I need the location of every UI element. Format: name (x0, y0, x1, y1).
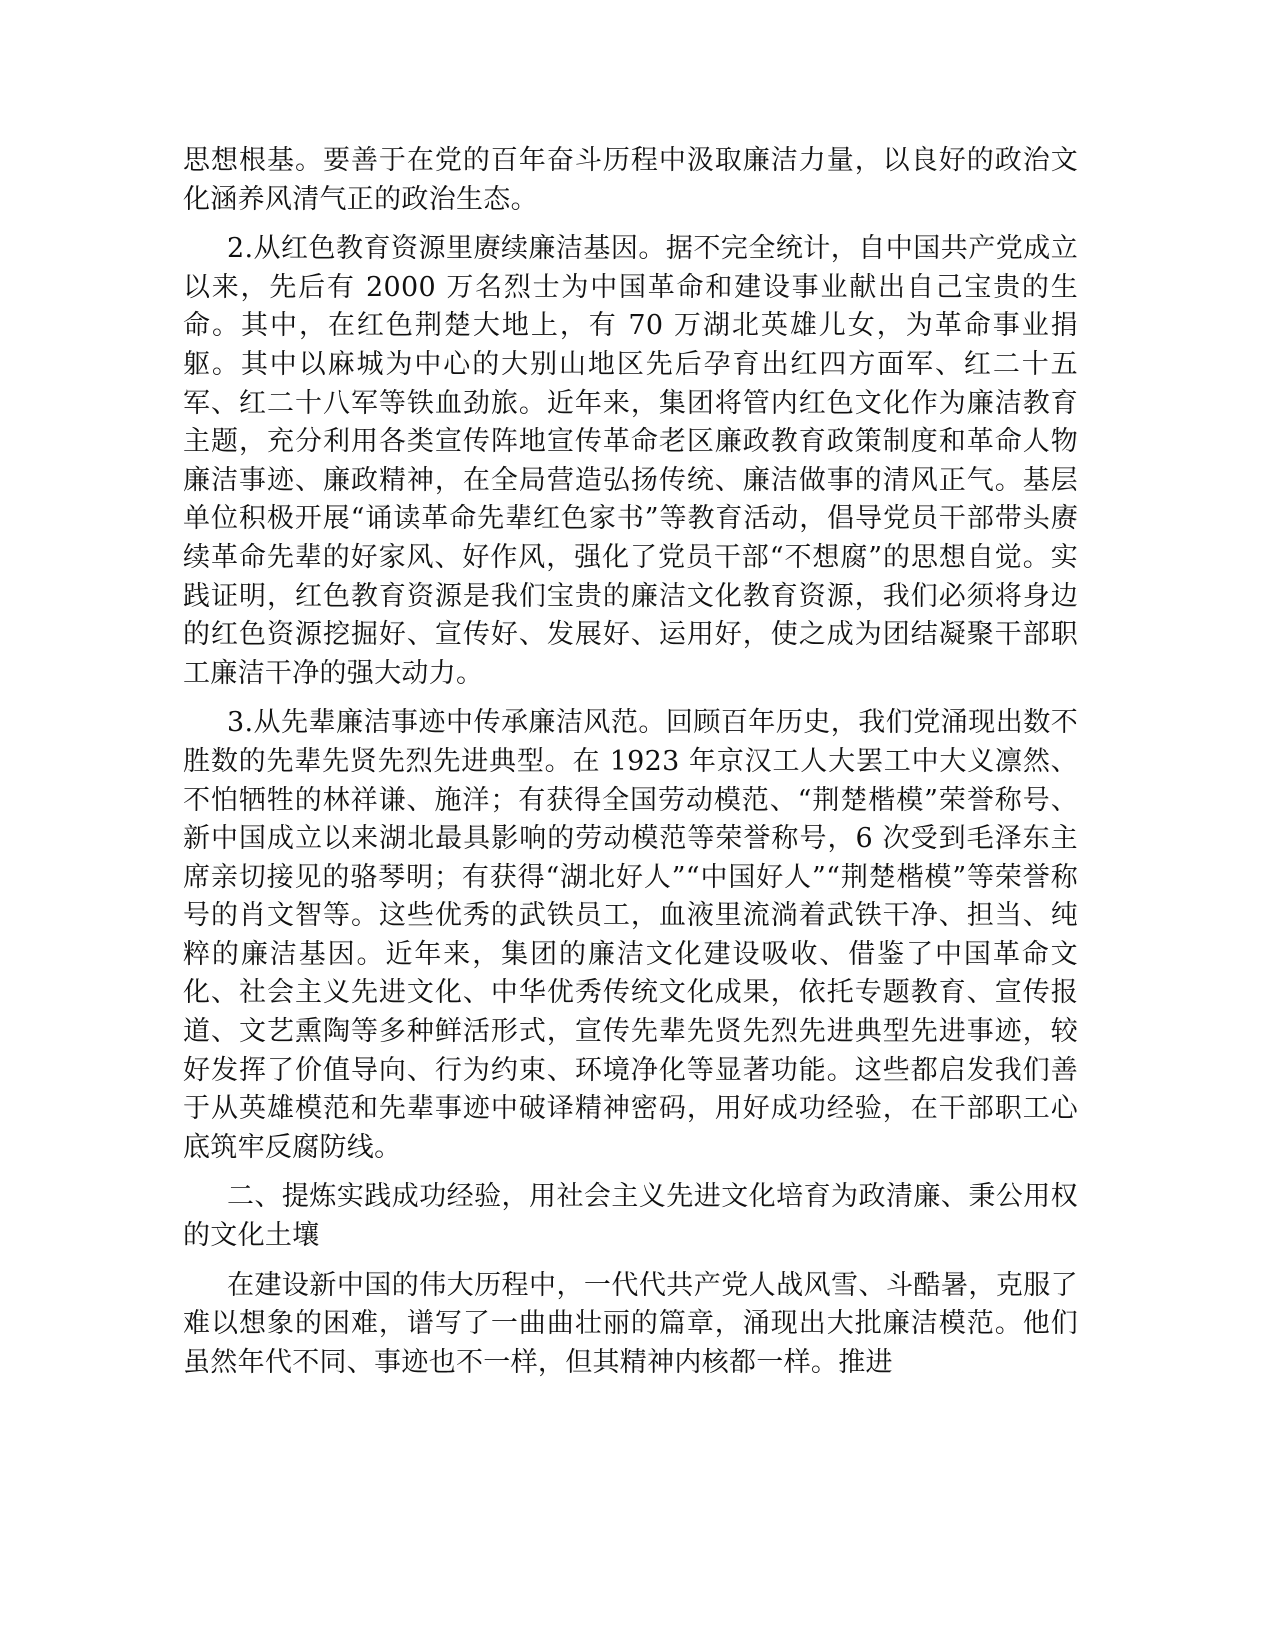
section-heading: 二、提炼实践成功经验，用社会主义先进文化培育为政清廉、秉公用权的文化土壤 (183, 1181, 1078, 1252)
paragraph-predecessors: 3.从先辈廉洁事迹中传承廉洁风范。回顾百年历史，我们党涌现出数不胜数的先辈先贤先烈先进典型。在 1923 年京汉工人大罢工中大义凛然、不怕牺牲的林祥谦、施洋；有获得全国劳动模范、“荆楚楷模”荣誉称号、新中国成立以来湖北最具影响的劳动模范等荣誉称号，6 次受到毛泽东主席亲切接见的骆琴明；有获得“湖北好人”“中国好人”“荆楚楷模”等荣誉称号的肖文智等。这些优秀的武铁员工，血液里流淌着武铁干净、担当、纯粹的廉洁基因。近年来，集团的廉洁文化建设吸收、借鉴了中国革命文化、社会主义先进文化、中华优秀传统文化成果，依托专题教育、宣传报道、文艺熏陶等多种鲜活形式，宣传先辈先贤先烈先进典型先进事迹，较好发挥了价值导向、行为约束、环境净化等显著功能。这些都启发我们善于从英雄模范和先辈事迹中破译精神密码，用好成功经验，在干部职工心底筑牢反腐防线。 (183, 707, 1078, 1163)
paragraph-new-china: 在建设新中国的伟大历程中，一代代共产党人战风雪、斗酷暑，克服了难以想象的困难，谱写了一曲曲壮丽的篇章，涌现出大批廉洁模范。他们虽然年代不同、事迹也不一样，但其精神内核都一样。推进 (183, 1269, 1078, 1378)
paragraph-red-education: 2.从红色教育资源里赓续廉洁基因。据不完全统计，自中国共产党成立以来，先后有 2000 万名烈士为中国革命和建设事业献出自己宝贵的生命。其中，在红色荆楚大地上，有 70 万湖北英雄儿女，为革命事业捐躯。其中以麻城为中心的大别山地区先后孕育出红四方面军、红二十五军、红二十八军等铁血劲旅。近年来，集团将管内红色文化作为廉洁教育主题，充分利用各类宣传阵地宣传革命老区廉政教育政策制度和革命人物廉洁事迹、廉政精神，在全局营造弘扬传统、廉洁做事的清风正气。基层单位积极开展“诵读革命先辈红色家书”等教育活动，倡导党员干部带头赓续革命先辈的好家风、好作风，强化了党员干部“不想腐”的思想自觉。实践证明，红色教育资源是我们宝贵的廉洁文化教育资源，我们必须将身边的红色资源挖掘好、宣传好、发展好、运用好，使之成为团结凝聚干部职工廉洁干净的强大动力。 (183, 233, 1078, 689)
document-page (183, 142, 1078, 1382)
paragraph-continuation: 思想根基。要善于在党的百年奋斗历程中汲取廉洁力量，以良好的政治文化涵养风清气正的政治生态。 (183, 145, 1078, 215)
